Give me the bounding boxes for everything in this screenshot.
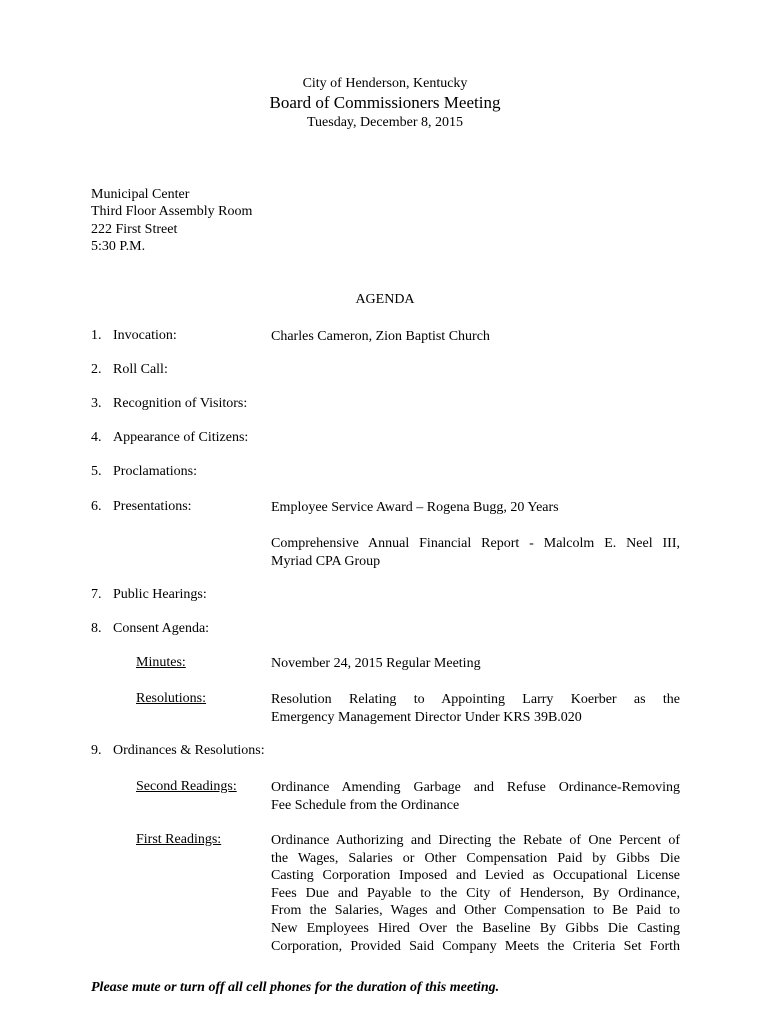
agenda-heading: AGENDA xyxy=(355,292,415,307)
item-label: Proclamations: xyxy=(113,464,197,479)
minutes-label-text: Minutes xyxy=(136,655,182,670)
item-label: Presentations: xyxy=(113,499,192,514)
resolutions-label-text: Resolutions xyxy=(136,691,203,706)
detail-line: New Employees Hired Over the Baseline By Gibbs Die Casting xyxy=(271,920,680,936)
item-number: 5. xyxy=(91,464,102,479)
detail-line: Corporation, Provided Said Company Meets the Criteria Set Forth xyxy=(271,938,680,954)
detail-line: Ordinance Authorizing and Directing the Rebate of One Percent of xyxy=(271,833,680,848)
agenda-item-consent xyxy=(91,621,209,637)
item-number: 1. xyxy=(91,328,102,343)
detail-line: Resolution Relating to Appointing Larry Koerber as the xyxy=(271,692,680,707)
item-number: 7. xyxy=(91,587,102,602)
meeting-location xyxy=(91,186,252,255)
item-number: 4. xyxy=(91,430,102,445)
agenda-item-public-hearings xyxy=(91,587,207,603)
agenda-item-proclamations xyxy=(91,464,197,480)
minutes-label xyxy=(136,655,186,671)
agenda-item-roll-call xyxy=(91,362,168,378)
item-label: Recognition of Visitors: xyxy=(113,396,248,411)
presentation-detail-2 xyxy=(271,535,680,570)
item-number: 3. xyxy=(91,396,102,411)
agenda-item-ordinances xyxy=(91,743,265,759)
resolutions-detail xyxy=(271,691,680,726)
detail-line: Fees Due and Payable to the City of Henderson, By Ordinance, xyxy=(271,885,680,901)
item-number: 8. xyxy=(91,621,102,636)
meeting-date: Tuesday, December 8, 2015 xyxy=(306,115,464,130)
minutes-detail: November 24, 2015 Regular Meeting xyxy=(271,656,481,671)
agenda-item-invocation xyxy=(91,328,177,344)
item-label: Invocation: xyxy=(113,328,177,343)
first-readings-detail xyxy=(271,832,680,955)
detail-line: Emergency Management Director Under KRS 39B.020 xyxy=(271,709,582,725)
minutes-colon: : xyxy=(181,655,186,670)
presentation-detail-1: Employee Service Award – Rogena Bugg, 20 Years xyxy=(271,500,559,515)
detail-line: Fee Schedule from the Ordinance xyxy=(271,797,460,813)
agenda-item-presentations xyxy=(91,499,192,515)
item-label: Appearance of Citizens: xyxy=(113,430,249,445)
location-line-3: 222 First Street xyxy=(91,221,178,237)
detail-line: From the Salaries, Wages and Other Compensation to Be Paid to xyxy=(271,903,680,919)
cell-phone-notice: Please mute or turn off all cell phones for the duration of this meeting. xyxy=(91,980,500,995)
agenda-item-recognition xyxy=(91,396,247,412)
invocation-detail: Charles Cameron, Zion Baptist Church xyxy=(271,329,490,344)
detail-line: Casting Corporation Imposed and Levied as Occupational License xyxy=(271,868,680,884)
item-label: Public Hearings: xyxy=(113,587,207,602)
agenda-item-appearance xyxy=(91,430,248,446)
location-line-1: Municipal Center xyxy=(91,187,190,202)
detail-line: Comprehensive Annual Financial Report - Malcolm E. Neel III, xyxy=(271,536,680,551)
item-number: 2. xyxy=(91,362,102,377)
second-readings-detail xyxy=(271,779,680,814)
item-label: Ordinances & Resolutions: xyxy=(113,743,265,758)
detail-line: the Wages, Salaries or Other Compensation Paid by Gibbs Die xyxy=(271,850,680,866)
item-label: Roll Call: xyxy=(113,362,168,377)
detail-line: Ordinance Amending Garbage and Refuse Ordinance-Removing xyxy=(271,780,680,795)
city-name: City of Henderson, Kentucky xyxy=(302,76,468,91)
second-readings-label: Second Readings: xyxy=(136,779,237,794)
item-number: 6. xyxy=(91,499,102,514)
location-line-2: Third Floor Assembly Room xyxy=(91,204,253,220)
item-number: 9. xyxy=(91,743,102,758)
location-time: 5:30 P.M. xyxy=(91,238,146,254)
meeting-title: Board of Commissioners Meeting xyxy=(269,93,501,112)
detail-line: Myriad CPA Group xyxy=(271,553,381,569)
resolutions-colon: : xyxy=(202,691,207,706)
resolutions-label xyxy=(136,691,206,707)
first-readings-label: First Readings: xyxy=(136,832,222,847)
item-label: Consent Agenda: xyxy=(113,621,210,636)
